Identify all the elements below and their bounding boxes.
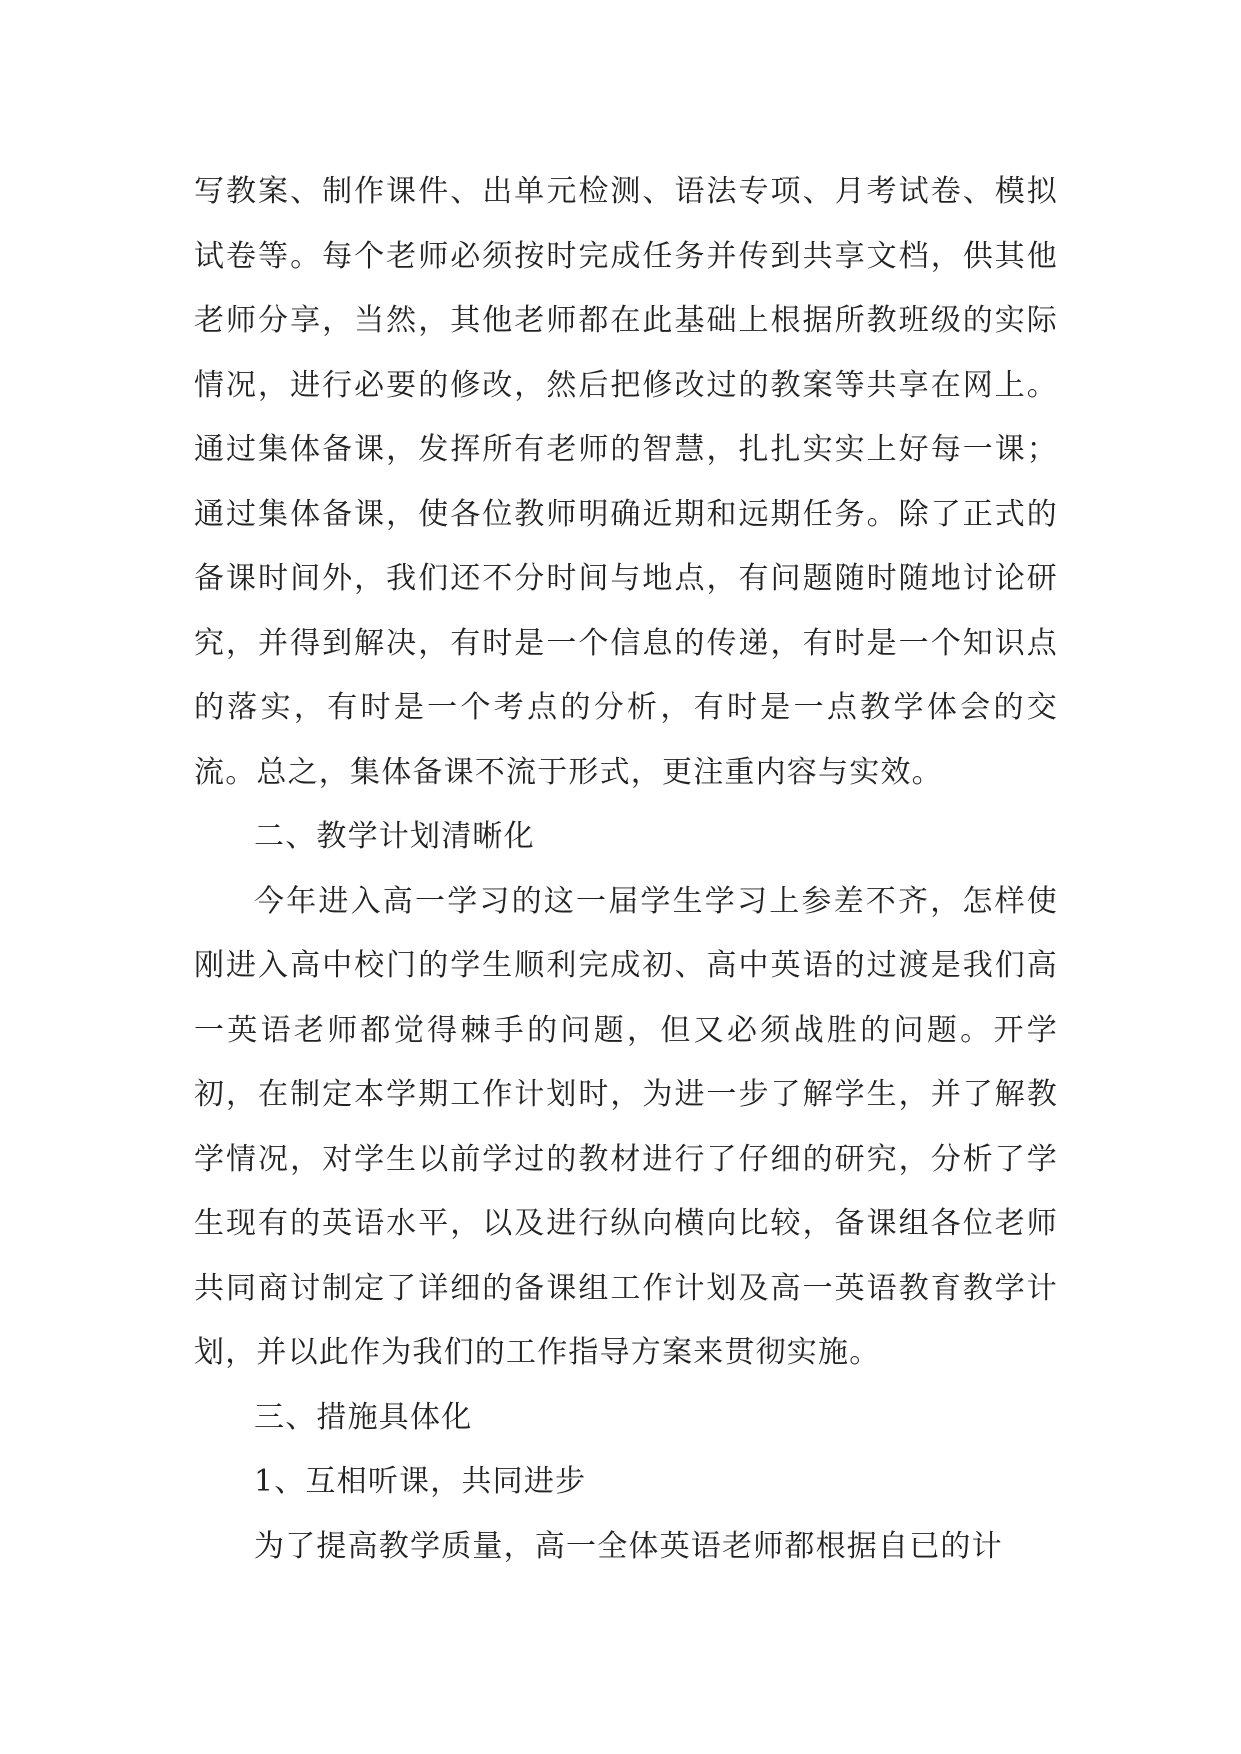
section-heading: 三、措施具体化 [254, 1399, 473, 1435]
body-paragraph: 为了提高教学质量，高一全体英语老师都根据自已的计 [254, 1528, 1003, 1564]
document-body [194, 160, 1058, 1579]
body-paragraph: 写教案、制作课件、出单元检测、语法专项、月考试卷、模拟试卷等。每个老师必须按时完成任务并传到共享文档，供其他老师分享，当然，其他老师都在此基础上根据所教班级的实际情况，进行必要的修改，然后把修改过的教案等共享在网上。通过集体备课，发挥所有老师的智慧，扎扎实实上好每一课；通过集体备课，使各位教师明确近期和远期任务。除了正式的备课时间外，我们还不分时间与地点，有问题随时随地讨论研究，并得到解决，有时是一个信息的传递，有时是一个知识点的落实，有时是一个考点的分析，有时是一点教学体会的交流。总之，集体备课不流于形式，更注重内容与实效。 [194, 174, 1058, 790]
body-paragraph: 今年进入高一学习的这一届学生学习上参差不齐，怎样使刚进入高中校门的学生顺利完成初、高中英语的过渡是我们高一英语老师都觉得棘手的问题，但又必须战胜的问题。开学初，在制定本学期工作计划时，为进一步了解学生，并了解教学情况，对学生以前学过的教材进行了仔细的研究，分析了学生现有的英语水平，以及进行纵向横向比较，备课组各位老师共同商讨制定了详细的备课组工作计划及高一英语教育教学计划，并以此作为我们的工作指导方案来贯彻实施。 [194, 883, 1058, 1370]
subsection-heading: 1、互相听课，共同进步 [254, 1464, 587, 1499]
section-heading: 二、教学计划清晰化 [254, 819, 535, 854]
